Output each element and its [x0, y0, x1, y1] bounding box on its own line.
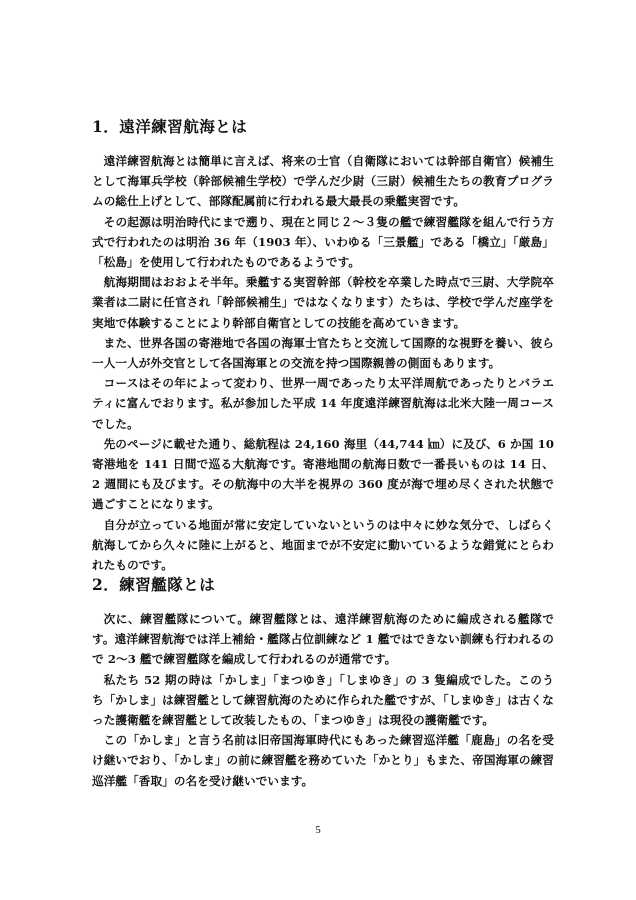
paragraph: 私たち 52 期の時は「かしま」「まつゆき」「しまゆき」の 3 隻編成でした。このうち「かしま」は練習艦として練習航海のために作られた艦ですが、「しまゆき」は古くなった護衛艦を練習艦として改装したもの、「まつゆき」は現役の護衛艦です。	[92, 672, 554, 728]
paragraph: 航海期間はおおよそ半年。乗艦する実習幹部（幹校を卒業した時点で三尉、大学院卒業者は二尉に任官され「幹部候補生」ではなくなります）たちは、学校で学んだ座学を実地で体験することにより幹部自衛官としての技能を高めていきます。	[92, 275, 554, 330]
section-heading: 1．遠洋練習航海とは	[92, 117, 248, 136]
paragraph: 次に、練習艦隊について。練習艦隊とは、遠洋練習航海のために編成される艦隊です。遠洋練習航海では洋上補給・艦隊占位訓練など 1 艦ではできない訓練も行われるので 2～3 艦で練習艦隊を編成して行われるのが通常です。	[92, 612, 554, 667]
paragraph: 先のページに載せた通り、総航程は 24,160 海里（44,744 ㎞）に及び、6 か国 10 寄港地を 141 日間で巡る大航海です。寄港地間の航海日数で一番長いものは 14 日、2 週間にも及びます。その航海中の大半を視界の 360 度が海で埋め尽くされた状態で過ごすことになります。	[92, 436, 554, 512]
page-number: 5	[315, 824, 321, 836]
section-training-squadron	[92, 575, 554, 791]
section-heading: 2．練習艦隊とは	[92, 575, 216, 594]
paragraph: その起源は明治時代にまで遡り、現在と同じ２～３隻の艦で練習艦隊を組んで行う方式で行われたのは明治 36 年（1903 年）、いわゆる「三景艦」である「橋立」「厳島」「松島」を使用して行われたものであるようです。	[92, 214, 554, 270]
paragraph: また、世界各国の寄港地で各国の海軍士官たちと交流して国際的な視野を養い、彼ら一人一人が外交官として各国海軍との交流を持つ国際親善の側面もあります。	[92, 335, 554, 371]
paragraph: この「かしま」と言う名前は旧帝国海軍時代にもあった練習巡洋艦「鹿島」の名を受け継いでおり、「かしま」の前に練習艦を務めていた「かとり」もまた、帝国海軍の練習巡洋艦「香取」の名を受け継いでいます。	[92, 733, 554, 788]
section-training-voyage	[92, 117, 554, 575]
paragraph: 自分が立っている地面が常に安定していないというのは中々に妙な気分で、しばらく航海してから久々に陸に上がると、地面までが不安定に動いているような錯覚にとらわれたものです。	[92, 517, 554, 573]
paragraph: 遠洋練習航海とは簡単に言えば、将来の士官（自衛隊においては幹部自衛官）候補生として海軍兵学校（幹部候補生学校）で学んだ少尉（三尉）候補生たちの教育プログラムの総仕上げとして、部隊配属前に行われる最大最長の乗艦実習です。	[92, 154, 554, 209]
paragraph: コースはその年によって変わり、世界一周であったり太平洋周航であったりとバラエティに富んでおります。私が参加した平成 14 年度遠洋練習航海は北米大陸一周コースでした。	[92, 376, 554, 431]
